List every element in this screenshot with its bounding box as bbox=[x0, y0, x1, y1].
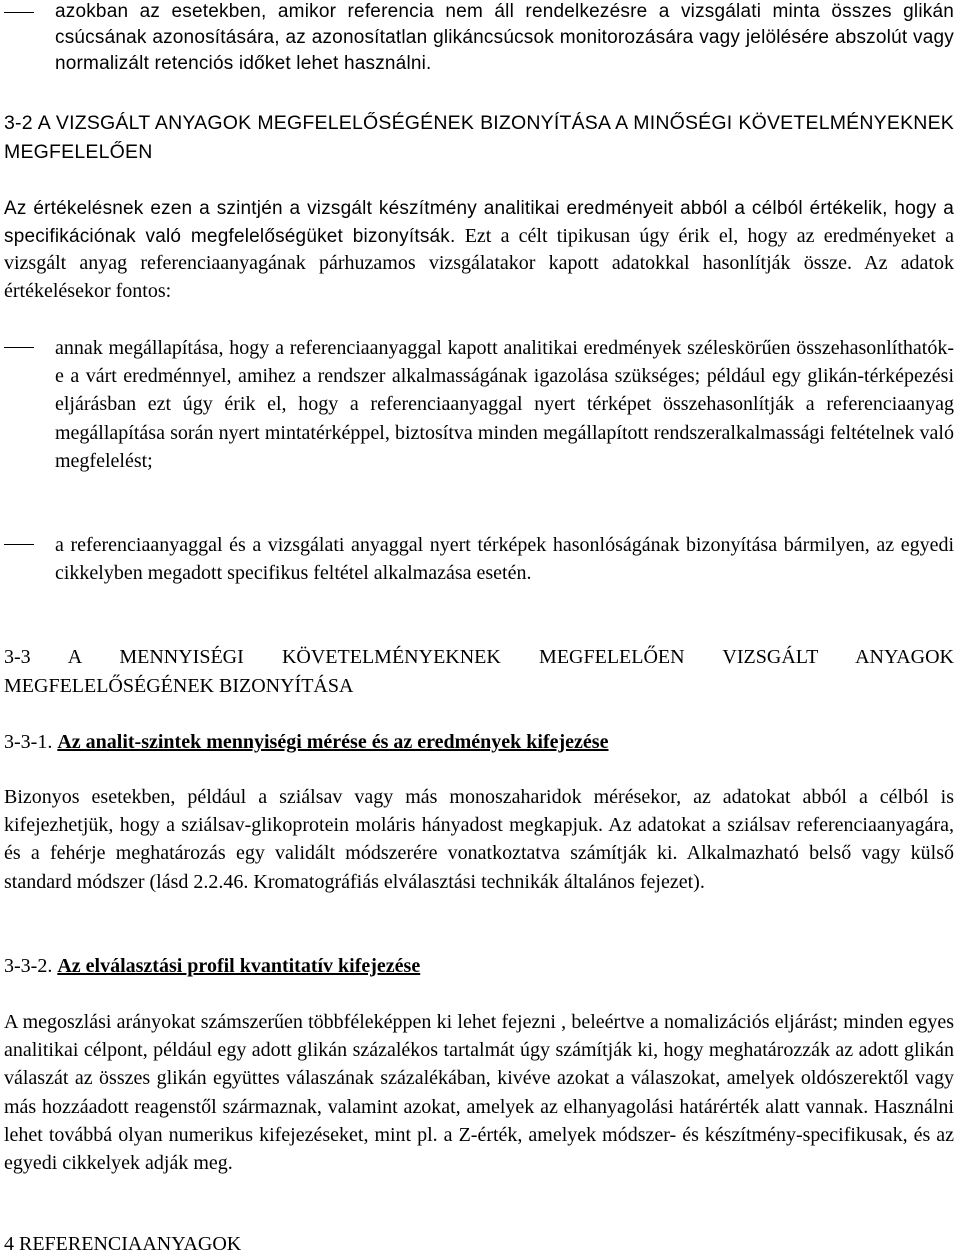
section-4-heading: 4 REFERENCIAANYAGOK bbox=[4, 1233, 242, 1255]
subsection-3-3-2-body: A megoszlási arányokat számszerűen többféleképpen ki lehet fejezni , beleértve a nomalizációs eljárást; minden egyes analitikai célpont, például egy adott glikán százalékos tartalmát úgy számítják ki, hogy meghatározzák az adott glikán válaszát az összes glikán együttes válaszának százalékában, kivéve azokat a válaszokat, amelyek oldószerektől vagy más hozzáadott reagenstől származnak, valamint azokat, amelyek az elhanyagolási határérték alatt vannak. Használni lehet továbbá olyan numerikus kifejezéseket, mint pl. a Z-érték, amelyek módszer- és készítmény-specifikusak, és az egyedi cikkelyek adják meg. bbox=[4, 1011, 954, 1175]
intro-bullet bbox=[4, 0, 954, 77]
intro-bullet-text: azokban az esetekben, amikor referencia nem áll rendelkezésre a vizsgálati minta összes glikán csúcsának azonosítására, az azonosítatlan glikáncsúcsok monitorozására vagy jelölésére abszolút vagy normalizált retenciós időket lehet használni. bbox=[55, 1, 954, 74]
dash-bullet-icon bbox=[4, 544, 34, 545]
subsection-title: Az analit-szintek mennyiségi mérése és az eredmények kifejezése bbox=[57, 731, 609, 753]
subsection-title: Az elválasztási profil kvantitatív kifejezése bbox=[57, 955, 421, 977]
list-item bbox=[4, 334, 954, 475]
subsection-number: 3-3-2. bbox=[4, 955, 58, 977]
subsection-number: 3-3-1. bbox=[4, 731, 58, 753]
subsection-3-3-2-heading bbox=[4, 953, 954, 981]
section-3-2-heading: 3-2 A VIZSGÁLT ANYAGOK MEGFELELŐSÉGÉNEK BIZONYÍTÁSA A MINŐSÉGI KÖVETELMÉNYEKNEK MEGFELELŐEN bbox=[4, 112, 954, 163]
dash-bullet-icon bbox=[4, 12, 34, 13]
subsection-3-3-1-body: Bizonyos esetekben, például a sziálsav vagy más monoszaharidok mérésekor, az adatokat abból a célból is kifejezhetjük, hogy a sziálsav-glikoprotein moláris hányadost megkapjuk. Az adatokat a sziálsav referenciaanyagára, és a fehérje meghatározás egy validált módszerére vonatkoztatva számítják ki. Alkalmazható belső vagy külső standard módszer (lásd 2.2.46. Kromatográfiás elválasztási technikák általános fejezet). bbox=[4, 786, 954, 893]
list-item-text: a referenciaanyaggal és a vizsgálati anyaggal nyert térképek hasonlóságának bizonyítása bármilyen, az egyedi cikkelyben megadott specifikus feltétel alkalmazása esetén. bbox=[55, 534, 954, 585]
section-3-3-heading: 3-3 A MENNYISÉGI KÖVETELMÉNYEKNEK MEGFELELŐEN VIZSGÁLT ANYAGOK MEGFELELŐSÉGÉNEK BIZONYÍTÁSA bbox=[4, 646, 954, 697]
dash-bullet-icon bbox=[4, 347, 34, 348]
section-3-2-paragraph bbox=[4, 195, 954, 305]
subsection-3-3-1-heading bbox=[4, 729, 954, 757]
list-item-text: annak megállapítása, hogy a referenciaanyaggal kapott analitikai eredmények széleskörűen összehasonlíthatók-e a várt eredménnyel, amihez a rendszer alkalmasságának igazolása szükséges; például egy glikán-térképezési eljárásban ezt úgy érik el, hogy a referenciaanyaggal nyert térképet összehasonlítják a referenciaanyag megállapítása során nyert mintatérképpel, biztosítva minden megállapított rendszeralkalmassági feltételnek való megfelelést; bbox=[55, 337, 954, 472]
paragraph-serif-part: Ezt a célt tipikusan úgy érik el, hogy az eredményeket a vizsgált anyag referenciaanyagának párhuzamos vizsgálatakor kapott adatokkal hasonlítják össze. Az adatok értékelésekor fontos: bbox=[4, 224, 954, 302]
paragraph-sans-part: Az értékelésnek ezen a szintjén a vizsgált készítmény analitikai eredményeit abból a célból értékelik, hogy a specifikációnak való megfelelőségüket bizonyítsák. bbox=[4, 198, 954, 247]
list-item bbox=[4, 531, 954, 587]
